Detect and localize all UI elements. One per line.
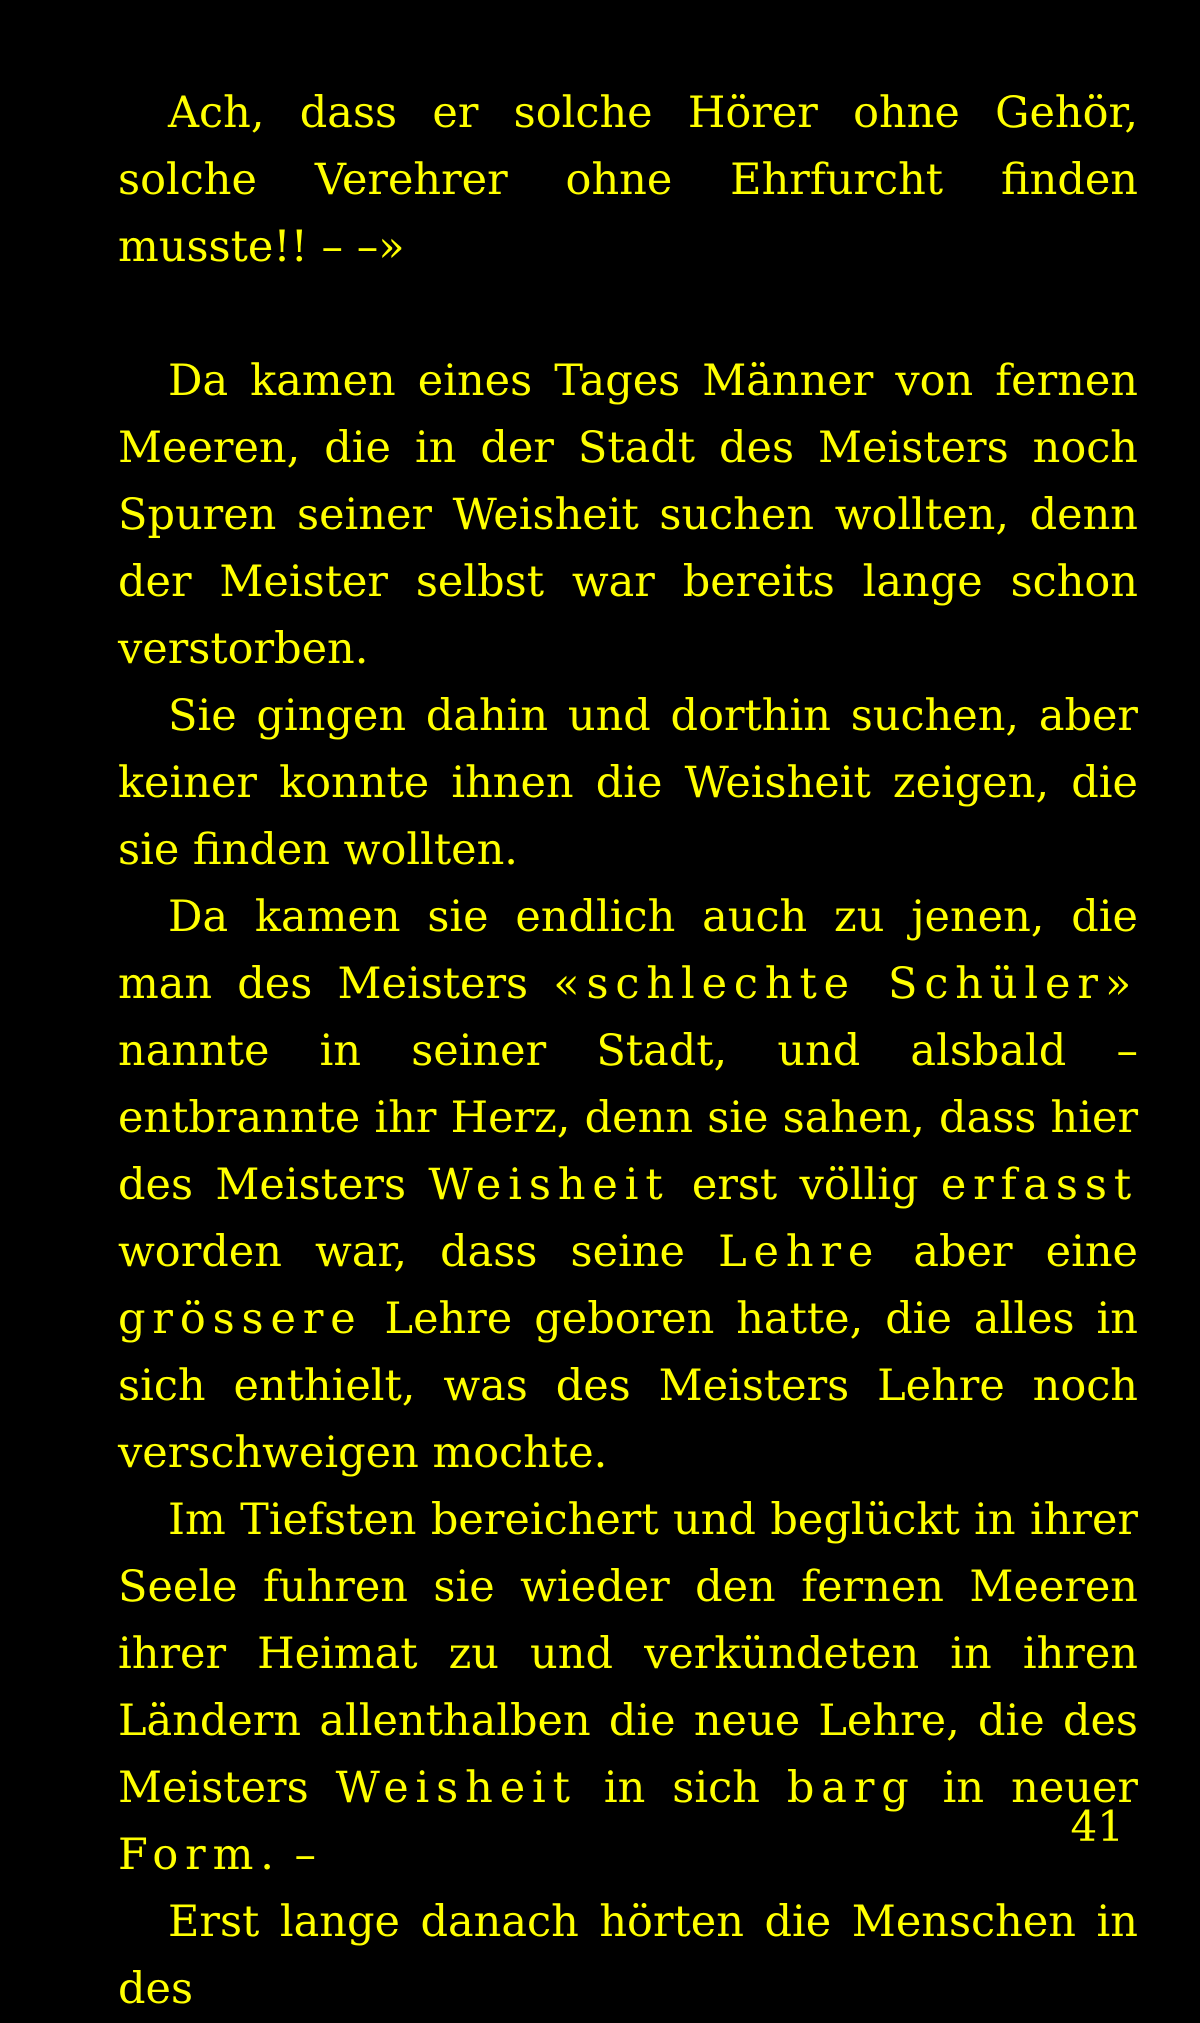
text-run: Da kamen sie endlich auch zu jenen, die man des Meisters <box>118 892 1138 1009</box>
spaced-emphasis: Weisheit <box>335 1763 577 1813</box>
text-run: erst völlig <box>669 1160 941 1210</box>
spaced-emphasis: barg <box>786 1763 916 1813</box>
paragraph <box>118 1487 1138 1889</box>
text-run: nannte in seiner Stadt, und alsbald – entbrannte ihr Herz, denn sie sahen, dass hier des Meisters <box>118 1026 1138 1210</box>
text-run: worden war, dass seine <box>118 1227 719 1277</box>
paragraph <box>118 884 1138 1487</box>
spaced-emphasis: Form. <box>118 1830 281 1880</box>
text-run: aber eine <box>880 1227 1138 1277</box>
spaced-emphasis: Weisheit <box>428 1160 670 1210</box>
spaced-emphasis: «schlechte Schüler» <box>553 959 1139 1009</box>
text-run: Erst lange danach hörten die Menschen in des <box>118 1897 1138 2014</box>
paragraph <box>118 1889 1138 2023</box>
text-run: Sie gingen dahin und dorthin suchen, aber keiner konnte ihnen die Weisheit zeigen, die sie finden wollten. <box>118 691 1138 875</box>
paragraph <box>118 683 1138 884</box>
paragraph <box>118 80 1138 281</box>
text-run: Da kamen eines Tages Männer von fernen Meeren, die in der Stadt des Meisters noch Spuren seiner Weisheit suchen wollten, denn der Meister selbst war bereits lange schon verstorben. <box>118 356 1138 674</box>
text-run: – <box>280 1830 316 1880</box>
spaced-emphasis: Lehre <box>718 1227 881 1277</box>
body-text <box>118 80 1138 2023</box>
text-run: Lehre geboren hatte, die alles in sich enthielt, was des Meisters Lehre noch verschweigen mochte. <box>118 1294 1138 1478</box>
text-run: in sich <box>576 1763 787 1813</box>
spaced-emphasis: grössere <box>118 1294 363 1344</box>
spaced-emphasis: erfasst <box>940 1160 1138 1210</box>
text-run: Im Tiefsten bereichert und beglückt in ihrer Seele fuhren sie wieder den fernen Meeren ihrer Heimat zu und verkündeten in ihren Ländern allenthalben die neue Lehre, die des Meisters <box>118 1495 1138 1813</box>
text-run: in neuer <box>915 1763 1138 1813</box>
page-number: 41 <box>1070 1802 1124 1851</box>
text-run: Ach, dass er solche Hörer ohne Gehör, solche Verehrer ohne Ehrfurcht finden musste!! – –» <box>118 88 1138 272</box>
paragraph <box>118 348 1138 683</box>
